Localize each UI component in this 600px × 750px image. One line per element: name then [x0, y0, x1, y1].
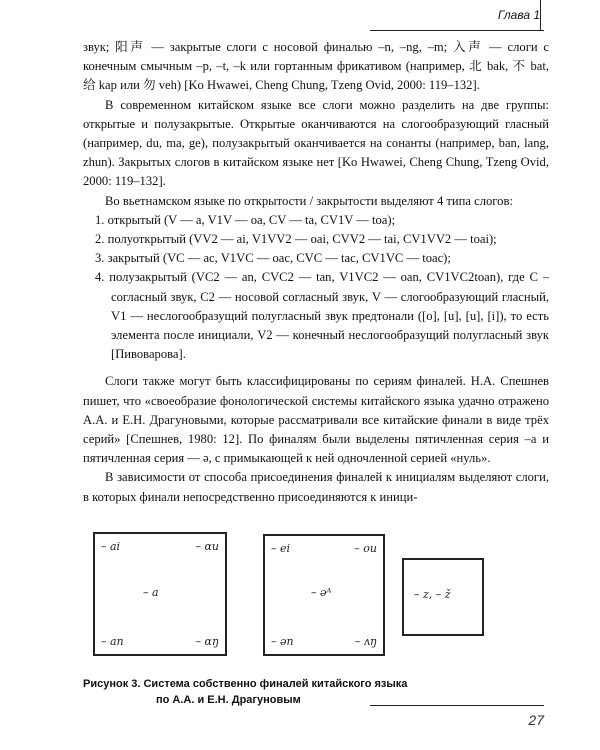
running-header-chapter: Глава 1	[497, 8, 540, 22]
box2-bottom-right-label: – ʌŋ	[354, 635, 377, 648]
box1-bottom-left-label: – an	[101, 635, 124, 648]
paragraph-2: В современном китайском языке все слоги можно разделить на две группы: открытые и полузакрытые. Открытые оканчиваются на слогообразующий гласный (например, du, ma, ge), полузакрытый оканчивается на сонанты (например, ban, lang, zhun). Закрытых слогов в китайском языке нет [Ko Hwawei, Cheng Chung, Tzeng Ovid, 2000: 119–132].	[83, 97, 549, 189]
caption-line-2: по А.А. и Е.Н. Драгуновым	[156, 694, 301, 706]
paragraph-5: В зависимости от способа присоединения финалей к инициалям выделяют слоги, в которых финали непосредственно присоединяются к иници-	[83, 470, 549, 504]
box2-center-label: – əᴬ	[311, 586, 332, 599]
page-number: 27	[528, 712, 544, 728]
box1-bottom-right-label: – αŋ	[195, 635, 219, 648]
body-text	[83, 38, 549, 507]
list-item: 1. открытый (V — a, V1V — oa, CV — ta, CV1V — toa);	[95, 212, 396, 227]
box1-center-label: – a	[143, 586, 159, 599]
list-item: 4. полузакрытый (VC2 — an, CVC2 — tan, V1VC2 — oan, CV1VC2toan), где C – согласный звук, C2 — носовой согласный звук, V — слогообразующий гласный, V1 — неслогообразущий полугласный звук предтонали ([o], [u], [u], [i]), то есть элемента после инициали, V2 — конечный неслогообразущий полугласный звук [Пивоварова].	[95, 270, 549, 362]
caption-line-1: Рисунок 3. Система собственно финалей китайского языка	[83, 678, 408, 690]
syllable-type-list	[83, 211, 549, 365]
box2-top-left-label: – ei	[271, 542, 291, 555]
footer-rule	[370, 705, 544, 706]
box1-top-right-label: – αu	[195, 540, 219, 553]
header-rule-vertical	[540, 0, 541, 30]
finals-box-a-series	[93, 532, 227, 656]
box2-top-right-label: – ou	[354, 542, 377, 555]
box1-top-left-label: – ai	[101, 540, 121, 553]
finals-box-zero-series	[402, 558, 484, 636]
finals-box-schwa-series	[263, 534, 385, 656]
figure-finals-diagram	[0, 530, 600, 660]
header-rule	[370, 30, 544, 31]
figure-caption	[83, 676, 503, 708]
paragraph-1: звук; 阳声 — закрытые слоги с носовой финалью –n, –ng, –m; 入声 — слоги с конечным смычным –p, –t, –k или гортанным фрикативом (например, 北 bak, 不 bat, 给 kap или 勿 veh) [Ko Hwawei, Cheng Chung, Tzeng Ovid, 2000: 119–132].	[83, 40, 549, 93]
list-item: 3. закрытый (VC — ac, V1VC — oac, CVC — tac, CV1VC — toac);	[95, 251, 451, 266]
box3-center-label: – z, – ž	[414, 588, 451, 601]
box2-bottom-left-label: – ən	[271, 635, 294, 648]
paragraph-3: Во вьетнамском языке по открытости / закрытости выделяют 4 типа слогов:	[105, 193, 513, 208]
list-item: 2. полуоткрытый (VV2 — ai, V1VV2 — oai, CVV2 — tai, CV1VV2 — toai);	[95, 232, 497, 247]
paragraph-4: Слоги также могут быть классифицированы по сериям финалей. Н.А. Спешнев пишет, что «своеобразие фонологической системы китайского языка удачно отражено А.А. и Е.Н. Драгуновыми, которые рассматривали все китайские финали в виде трёх серий» [Спешнев, 1980: 12]. По финалям были выделены пятичленная серия –a и пятичленная серия — ə, с примыкающей к ней одночленной серией «нуль».	[83, 374, 549, 466]
